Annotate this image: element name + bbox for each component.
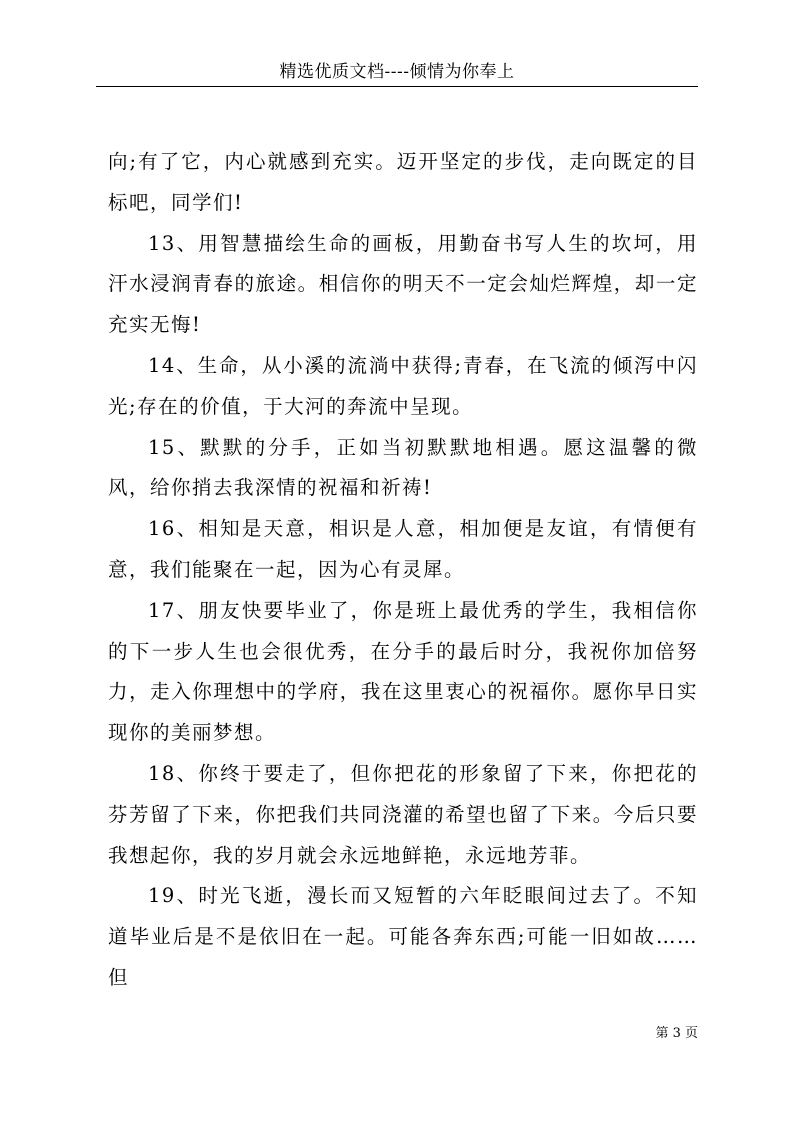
header-divider	[96, 86, 698, 87]
paragraph-14: 14、生命，从小溪的流淌中获得;青春，在飞流的倾泻中闪光;存在的价值，于大河的奔流中呈现。	[108, 353, 698, 418]
paragraph-continuation: 向;有了它，内心就感到充实。迈开坚定的步伐，走向既定的目标吧，同学们!	[108, 150, 698, 214]
paragraph-18: 18、你终于要走了，但你把花的形象留了下来，你把花的芬芳留了下来，你把我们共同浇灌的希望也留了下来。今后只要我想起你，我的岁月就会永远地鲜艳，永远地芳菲。	[108, 761, 698, 867]
paragraph-19: 19、时光飞逝，漫长而又短暂的六年眨眼间过去了。不知道毕业后是不是依旧在一起。可能各奔东西;可能一旧如故……但	[108, 884, 698, 989]
paragraph-16: 16、相知是天意，相识是人意，相加便是友谊，有情便有意，我们能聚在一起，因为心有灵犀。	[108, 517, 698, 581]
paragraph-13: 13、用智慧描绘生命的画板，用勤奋书写人生的坎坷，用汗水浸润青春的旅途。相信你的明天不一定会灿烂辉煌，却一定充实无悔!	[108, 231, 698, 337]
paragraph-15: 15、默默的分手，正如当初默默地相遇。愿这温馨的微风，给你捎去我深情的祝福和祈祷!	[108, 435, 698, 500]
document-body	[108, 142, 698, 999]
page-number: 第 3 页	[655, 1026, 698, 1041]
page-header-title: 精选优质文档----倾情为你奉上	[279, 62, 515, 82]
paragraph-17: 17、朋友快要毕业了，你是班上最优秀的学生，我相信你的下一步人生也会很优秀，在分手的最后时分，我祝你加倍努力，走入你理想中的学府，我在这里衷心的祝福你。愿你早日实现你的美丽梦想。	[108, 598, 698, 745]
